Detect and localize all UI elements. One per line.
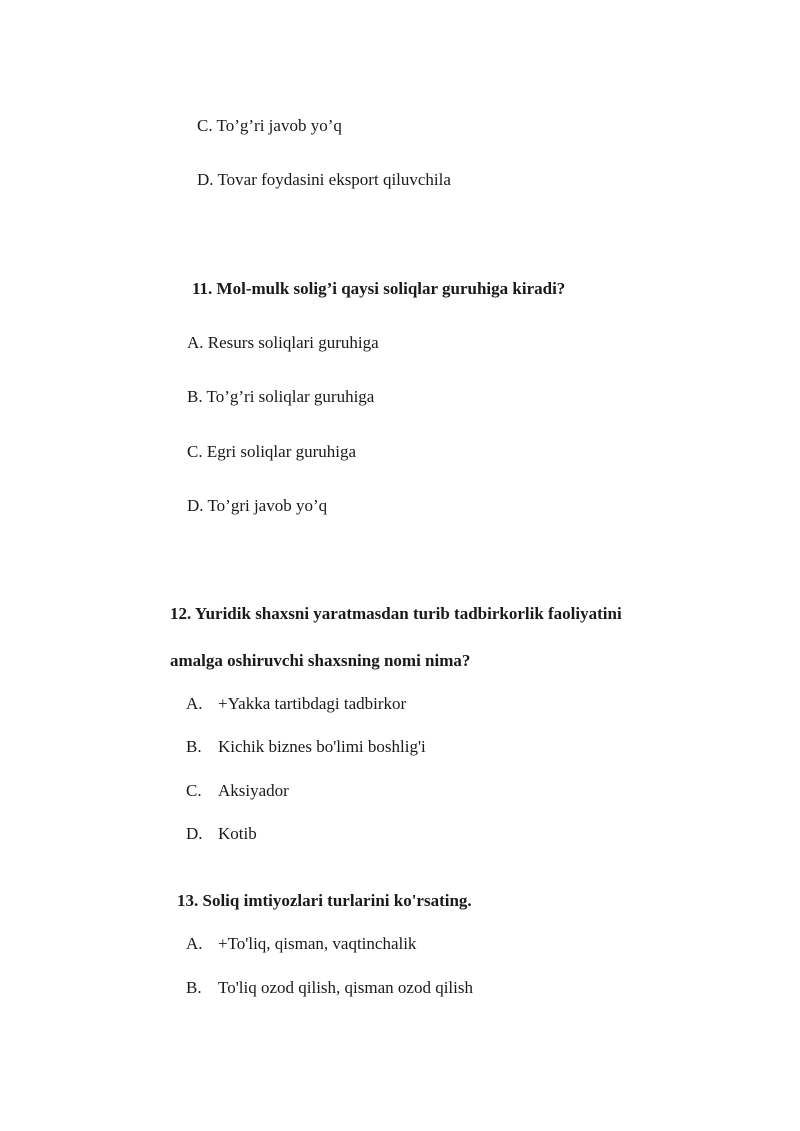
q12-option-b-text: Kichik biznes bo'limi boshlig'i: [218, 737, 426, 756]
q12-option-c-text: Aksiyador: [218, 781, 289, 800]
q12-option-a-text: +Yakka tartibdagi tadbirkor: [218, 694, 407, 713]
question-12-line-1: 12. Yuridik shaxsni yaratmasdan turib tadbirkorlik faoliyatini: [170, 604, 622, 623]
q13-option-b-text: To'liq ozod qilish, qisman ozod qilish: [218, 978, 473, 997]
q13-option-b-letter: B.: [186, 978, 202, 997]
q11-option-b: B. To’g’ri soliqlar guruhiga: [187, 387, 375, 406]
question-12-line-2: amalga oshiruvchi shaxsning nomi nima?: [170, 651, 471, 670]
q12-option-d-text: Kotib: [218, 824, 257, 843]
prev-option-d: D. Tovar foydasini eksport qiluvchila: [197, 170, 451, 189]
q12-option-b-letter: B.: [186, 737, 202, 756]
q11-option-c: C. Egri soliqlar guruhiga: [187, 442, 357, 461]
question-13: 13. Soliq imtiyozlari turlarini ko'rsating.: [177, 891, 472, 910]
q12-option-d-letter: D.: [186, 824, 203, 843]
q12-option-c-letter: C.: [186, 781, 202, 800]
q13-option-a-letter: A.: [186, 934, 203, 953]
q12-option-a-letter: A.: [186, 694, 203, 713]
prev-option-c: C. To’g’ri javob yo’q: [197, 116, 342, 135]
question-11: 11. Mol-mulk solig’i qaysi soliqlar guruhiga kiradi?: [192, 279, 566, 298]
q11-option-d: D. To’gri javob yo’q: [187, 496, 328, 515]
q13-option-a-text: +To'liq, qisman, vaqtinchalik: [218, 934, 417, 953]
q11-option-a: A. Resurs soliqlari guruhiga: [187, 333, 379, 352]
